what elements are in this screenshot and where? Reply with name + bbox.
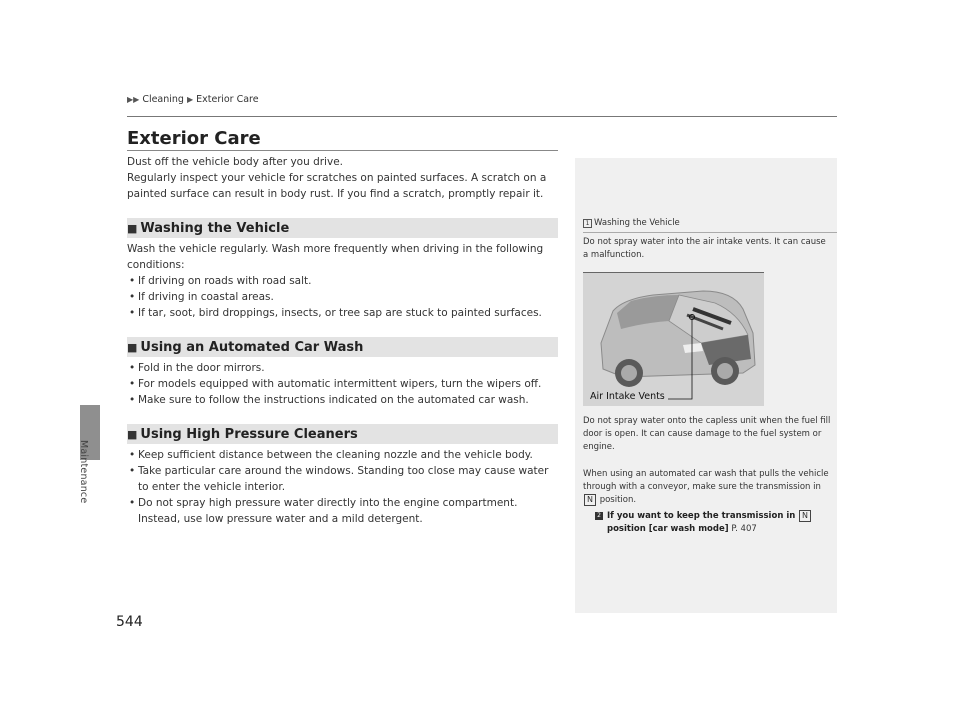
suv-illustration-icon <box>583 273 764 406</box>
washing-list <box>127 273 559 321</box>
intro-paragraph: Regularly inspect your vehicle for scratches on painted surfaces. A scratch on a painted surface can result in body rust. If you find a scratch, promptly repair it. <box>127 172 547 200</box>
side-note-paragraph-3 <box>583 468 831 507</box>
side-note-heading <box>583 218 680 228</box>
side-note-heading-label: Washing the Vehicle <box>594 218 680 228</box>
section-heading-automated <box>127 337 558 357</box>
breadcrumb-item-exterior-care[interactable]: Exterior Care <box>196 94 259 105</box>
page-number: 544 <box>116 614 143 630</box>
reference-page: P. 407 <box>731 524 757 534</box>
intro-paragraph: Dust off the vehicle body after you drive. <box>127 156 343 168</box>
note-icon: 1 <box>583 219 592 228</box>
side-note-text-part: position. <box>599 495 637 505</box>
side-note-text: Do not spray water into the air intake vents. It can cause a malfunction. <box>583 237 826 260</box>
neutral-key-icon: N <box>584 494 596 506</box>
section-heading-washing <box>127 218 558 238</box>
square-bullet-icon: ■ <box>127 340 138 354</box>
square-bullet-icon: ■ <box>127 427 138 441</box>
side-note-paragraph-2 <box>583 415 831 454</box>
breadcrumb-arrow-icon: ▶ <box>186 95 194 104</box>
side-note-paragraph-1 <box>583 236 831 262</box>
square-bullet-icon: ■ <box>127 221 138 235</box>
list-item: • Keep sufficient distance between the cleaning nozzle and the vehicle body. <box>127 447 559 463</box>
breadcrumb-arrow-icon: ▶▶ <box>127 95 140 104</box>
section-heading-pressure <box>127 424 558 444</box>
automated-body <box>127 360 559 408</box>
side-note-text-part: When using an automated car wash that pulls the vehicle through with a conveyor, make sure the transmission in <box>583 469 829 492</box>
list-item: • Do not spray high pressure water directly into the engine compartment. Instead, use low pressure water and a mild detergent. <box>127 495 559 527</box>
page-title: Exterior Care <box>127 128 261 149</box>
side-note-text <box>583 468 831 507</box>
title-divider <box>127 150 558 151</box>
section-heading-label: Using an Automated Car Wash <box>140 339 364 355</box>
section-heading-label: Washing the Vehicle <box>140 220 290 236</box>
pressure-body <box>127 447 559 527</box>
automated-list <box>127 360 559 408</box>
intro-text <box>127 154 557 202</box>
washing-body <box>127 241 559 321</box>
header-divider <box>127 116 837 117</box>
list-item: • If driving in coastal areas. <box>127 289 559 305</box>
vehicle-image <box>583 272 764 406</box>
reference-arrow-icon: 2 <box>595 512 603 520</box>
list-item: • Fold in the door mirrors. <box>127 360 559 376</box>
side-note-text: Do not spray water onto the capless unit when the fuel fill door is open. It can cause damage to the fuel system or engine. <box>583 416 831 452</box>
side-tab-label: Maintenance <box>78 440 89 504</box>
pressure-list <box>127 447 559 527</box>
list-item: • Make sure to follow the instructions indicated on the automated car wash. <box>127 392 559 408</box>
reference-text: If you want to keep the transmission in <box>607 511 796 521</box>
list-item: • For models equipped with automatic intermittent wipers, turn the wipers off. <box>127 376 559 392</box>
list-item: • Take particular care around the windows. Standing too close may cause water to enter the vehicle interior. <box>127 463 559 495</box>
list-item: • If tar, soot, bird droppings, insects, or tree sap are stuck to painted surfaces. <box>127 305 559 321</box>
list-item: • If driving on roads with road salt. <box>127 273 559 289</box>
cross-reference-link[interactable] <box>595 510 835 536</box>
washing-text: Wash the vehicle regularly. Wash more frequently when driving in the following conditions: <box>127 243 544 271</box>
breadcrumb-item-cleaning[interactable]: Cleaning <box>142 94 184 105</box>
image-caption: Air Intake Vents <box>590 391 665 402</box>
section-heading-label: Using High Pressure Cleaners <box>140 426 358 442</box>
side-note-divider <box>583 232 837 233</box>
reference-text: position [car wash mode] <box>607 524 729 534</box>
breadcrumb <box>127 94 259 105</box>
neutral-key-icon: N <box>799 510 811 522</box>
